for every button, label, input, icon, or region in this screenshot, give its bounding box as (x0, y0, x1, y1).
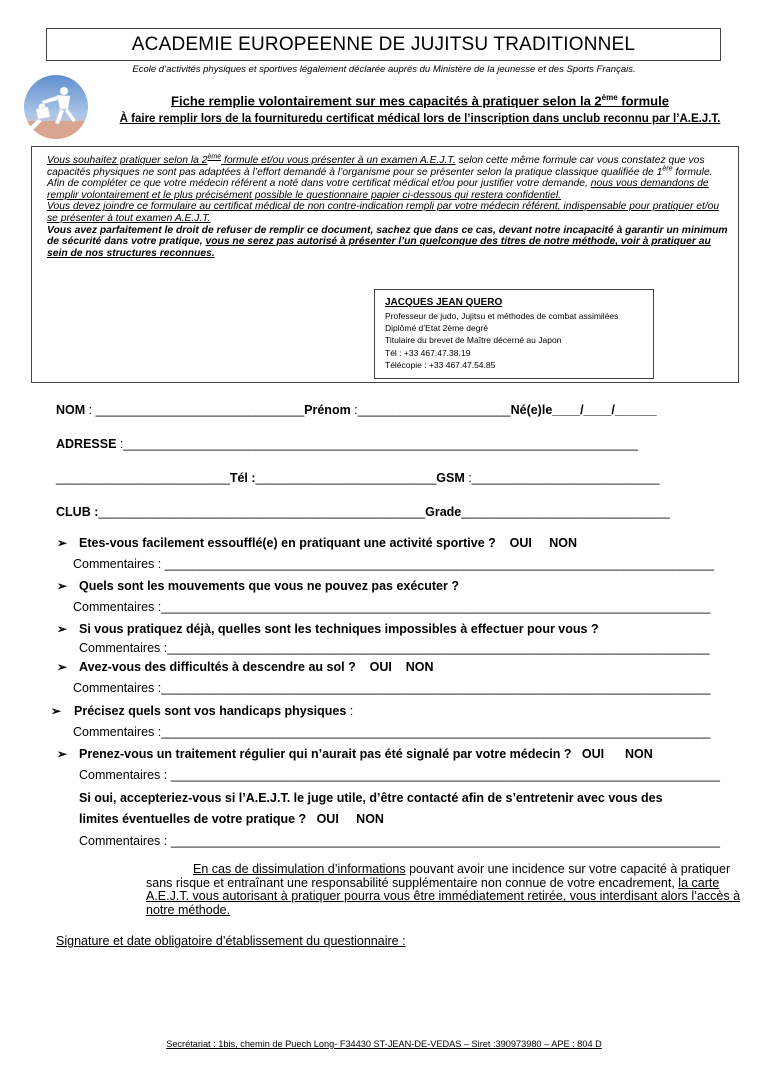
document-title: ACADEMIE EUROPEENNE DE JUJITSU TRADITIONNEL (131, 34, 636, 55)
contact-line: Professeur de judo, Jujitsu et méthodes de combat assimilées (385, 311, 619, 321)
nom-label: NOM (56, 403, 86, 417)
adresse-label: ADRESSE (56, 437, 117, 451)
question-6: Prenez-vous un traitement régulier qui n’aurait pas été signalé par votre médecin ? OUI NON (79, 747, 653, 761)
signature-label: Signature et date obligatoire d’établissement du questionnaire : (56, 934, 406, 948)
title-box (46, 28, 721, 61)
prenom-field[interactable]: :______________________ (350, 403, 511, 417)
arrow-bullet-icon: ➢ (57, 622, 68, 636)
prenom-label: Prénom (304, 403, 351, 417)
arrow-bullet-icon: ➢ (57, 536, 68, 550)
judo-logo-image (24, 75, 88, 139)
comment-4-field[interactable]: Commentaires :_______________________________________________________________________________ (73, 681, 711, 695)
question-4: Avez-vous des difficultés à descendre au sol ? OUI NON (79, 660, 434, 674)
comment-6-field[interactable]: Commentaires : _______________________________________________________________________________ (79, 768, 720, 782)
tel-field[interactable]: __________________________ (255, 471, 437, 485)
gsm-field[interactable]: :___________________________ (464, 471, 660, 485)
grade-field[interactable]: ______________________________ (461, 505, 670, 519)
club-label: CLUB : (56, 505, 99, 519)
arrow-bullet-icon: ➢ (57, 579, 68, 593)
address-continuation-field[interactable]: _________________________ (56, 471, 230, 485)
comment-3-field[interactable]: Commentaires :______________________________________________________________________________ (79, 641, 710, 655)
contact-card (374, 289, 654, 379)
nom-field[interactable]: : ______________________________ (85, 403, 305, 417)
adresse-field[interactable]: :__________________________________________________________________________ (116, 437, 638, 451)
contact-name: JACQUES JEAN QUERO (385, 297, 503, 308)
comment-7-field[interactable]: Commentaires : _______________________________________________________________________________ (79, 834, 720, 848)
comment-1-field[interactable]: Commentaires : _______________________________________________________________________________ (73, 557, 714, 571)
arrow-bullet-icon: ➢ (57, 660, 68, 674)
club-field[interactable]: _______________________________________________ (98, 505, 426, 519)
arrow-bullet-icon: ➢ (57, 747, 68, 761)
document-subtitle: Ecole d’activités physiques et sportives légalement déclarée auprès du Ministère de la jeunesse et des Sports Français. (132, 64, 636, 75)
address-row[interactable] (56, 437, 638, 451)
gsm-label: GSM (436, 471, 465, 485)
grade-label: Grade (425, 505, 462, 519)
question-1: Etes-vous facilement essoufflé(e) en pratiquant une activité sportive ? OUI NON (79, 536, 578, 550)
contact-fax: Télécopie : +33 467.47.54.85 (385, 359, 496, 370)
contact-line: Titulaire du brevet de Maître décerné au Japon (385, 335, 562, 346)
fiche-instruction: À faire remplir lors de la fournituredu certificat médical lors de l’inscription dans unclub reconnu par l’A.E.J.T. (119, 113, 721, 125)
question-3: Si vous pratiquez déjà, quelles sont les techniques impossibles à effectuer pour vous ? (79, 622, 599, 636)
birthdate-field[interactable]: Né(e)le____/____/______ (510, 403, 657, 417)
contact-phone: Tél : +33 467.47.38.19 (385, 347, 471, 358)
comment-5-field[interactable]: Commentaires :_______________________________________________________________________________ (73, 725, 711, 739)
club-row[interactable] (56, 505, 670, 519)
intro-box (31, 146, 739, 383)
followup-question-line1: Si oui, accepteriez-vous si l’A.E.J.T. le juge utile, d’être contacté afin de s’entretenir avec vous des (79, 791, 663, 805)
question-2: Quels sont les mouvements que vous ne pouvez pas exécuter ? (79, 579, 459, 593)
question-5: Précisez quels sont vos handicaps physiques : (74, 704, 354, 718)
warning-notice: En cas de dissimulation d’informations pouvant avoir une incidence sur votre capacité à pratiquer sans risque et entraînant une responsabilité supplémentaire non connue de votre encadrement, la carte A.E.J.T. vous autorisant à pratiquer pourra vous être immédiatement retirée, vous interdisant alors l’accès à notre méthode. (146, 862, 741, 917)
arrow-bullet-icon: ➢ (51, 704, 62, 718)
identity-row[interactable] (56, 403, 657, 417)
comment-2-field[interactable]: Commentaires :_______________________________________________________________________________ (73, 600, 711, 614)
fiche-title: Fiche remplie volontairement sur mes capacités à pratiquer selon la 2ème formule (171, 93, 669, 109)
phone-row[interactable] (56, 471, 659, 485)
intro-text: Vous souhaitez pratiquer selon la 2ème formule et/ou vous présenter à un examen A.E.J.T. selon cette même formule car vous constatez que vos capacités physiques ne sont pas adaptées à l’effort demandé à l’organisme pour se présenter selon la pratique classique qualifiée de 1ère formule. Afin de compléter ce que votre médecin référent a noté dans votre certificat médical et/ou pour justifier votre demande, nous vous demandons de remplir volontairement et le plus précisément possible le questionnaire papier ci-dessous qui restera confidentiel. Vous devez joindre ce formulaire au certificat médical de non contre-indication rempli par votre médecin référent, indispensable pour pratiquer et/ou se présenter à tout examen A.E.J.T. Vous avez parfaitement le droit de refuser de remplir ce document, sachez que dans ce cas, devant notre incapacité à garantir un minimum de sécurité dans votre pratique, vous ne serez pas autorisé à présenter l’un quelconque des titres de notre méthode, voir à pratiquer au sein de nos structures reconnues. (47, 153, 728, 259)
followup-question-line2: limites éventuelles de votre pratique ? OUI NON (79, 812, 384, 826)
tel-label: Tél : (229, 471, 256, 485)
footer-address: Secrétariat : 1bis, chemin de Puech Long- F34430 ST-JEAN-DE-VEDAS – Siret :390973980 – APE : 804 D (166, 1039, 602, 1049)
contact-line: Diplômé d’Etat 2ème degré (385, 323, 489, 334)
